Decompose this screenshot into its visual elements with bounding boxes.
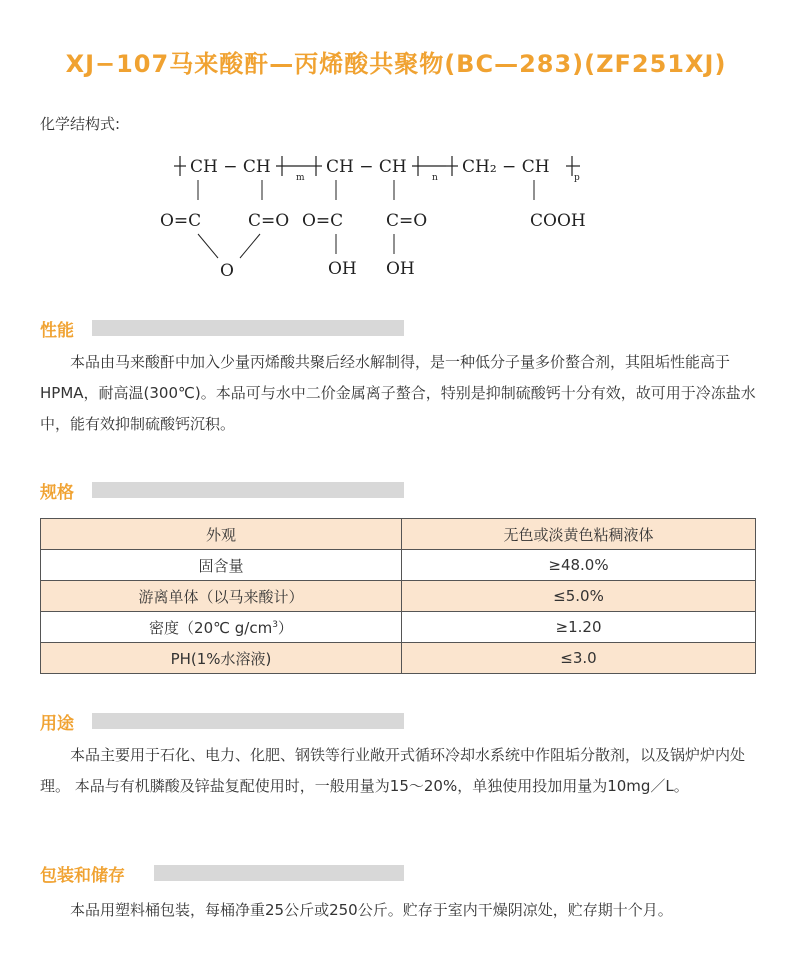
- chemical-structure-formula: [150, 148, 630, 288]
- table-row: [41, 643, 756, 674]
- hydroxyl-2: OH: [386, 259, 415, 279]
- repeat-unit-p: [446, 156, 580, 183]
- usage-paragraph: [40, 740, 758, 802]
- spec-name-cell: 外观: [41, 519, 402, 550]
- carbonyl-group-1: O=C: [160, 211, 202, 231]
- table-row: [41, 550, 756, 581]
- usage-heading-label: 用途: [40, 714, 74, 734]
- hydroxyl-1: OH: [328, 259, 357, 279]
- density-exponent: 3: [272, 619, 278, 630]
- packaging-paragraph: [40, 895, 758, 926]
- heading-bar: [154, 865, 404, 881]
- spec-heading-label: 规格: [40, 483, 74, 503]
- packaging-heading-label: 包装和储存: [40, 866, 125, 886]
- backbone-unit-1: CH − CH: [190, 157, 271, 177]
- performance-paragraph: [40, 347, 758, 440]
- spec-value-cell: 无色或淡黄色粘稠液体: [402, 519, 756, 550]
- spec-name-cell: 游离单体（以马来酸计）: [41, 581, 402, 612]
- spec-name-cell: [41, 612, 402, 643]
- repeat-unit-n: [310, 156, 446, 183]
- table-row: [41, 519, 756, 550]
- performance-text: 本品由马来酸酐中加入少量丙烯酸共聚后经水解制得，是一种低分子量多价螯合剂，其阻垢性能高于HPMA，耐高温(300℃)。本品可与水中二价金属离子螯合，特别是抑制硫酸钙十分有效，故可用于冷冻盐水中，能有效抑制硫酸钙沉积。: [40, 353, 756, 433]
- subscript-m: m: [296, 173, 305, 183]
- table-row: [41, 581, 756, 612]
- repeat-unit-m: [174, 156, 310, 183]
- heading-bar: [92, 482, 404, 498]
- document-title: XJ−107马来酸酐—丙烯酸共聚物(BC—283)(ZF251XJ): [65, 50, 727, 78]
- heading-bar: [92, 713, 404, 729]
- subscript-n: n: [432, 173, 438, 183]
- spec-value-cell: ≥48.0%: [402, 550, 756, 581]
- backbone-unit-2: CH − CH: [326, 157, 407, 177]
- spec-name-cell: 固含量: [41, 550, 402, 581]
- spec-value-cell: ≤5.0%: [402, 581, 756, 612]
- spec-table: [40, 518, 756, 674]
- performance-heading-label: 性能: [40, 321, 74, 341]
- carbonyl-group-3: O=C: [302, 211, 344, 231]
- carbonyl-group-4: C=O: [386, 211, 428, 231]
- spec-value-cell: ≥1.20: [402, 612, 756, 643]
- spec-name-cell: PH(1%水溶液): [41, 643, 402, 674]
- density-label: 密度（20℃ g/cm: [149, 618, 273, 637]
- usage-text: 本品主要用于石化、电力、化肥、钢铁等行业敞开式循环冷却水系统中作阻垢分散剂，以及锅炉炉内处理。 本品与有机膦酸及锌盐复配使用时，一般用量为15～20%，单独使用投加用量为10mg／L。: [40, 746, 746, 795]
- packaging-text: 本品用塑料桶包装，每桶净重25公斤或250公斤。贮存于室内干燥阴凉处，贮存期十个月。: [70, 901, 673, 919]
- bridge-oxygen: O: [220, 261, 234, 281]
- subscript-p: p: [574, 173, 580, 183]
- backbone-unit-3: CH₂ − CH: [462, 157, 550, 177]
- carboxyl-group: COOH: [530, 211, 586, 231]
- structure-label: 化学结构式:: [40, 115, 121, 133]
- spec-value-cell: ≤3.0: [402, 643, 756, 674]
- table-row: [41, 612, 756, 643]
- density-label-tail: ）: [277, 618, 293, 637]
- heading-bar: [92, 320, 404, 336]
- carbonyl-group-2: C=O: [248, 211, 290, 231]
